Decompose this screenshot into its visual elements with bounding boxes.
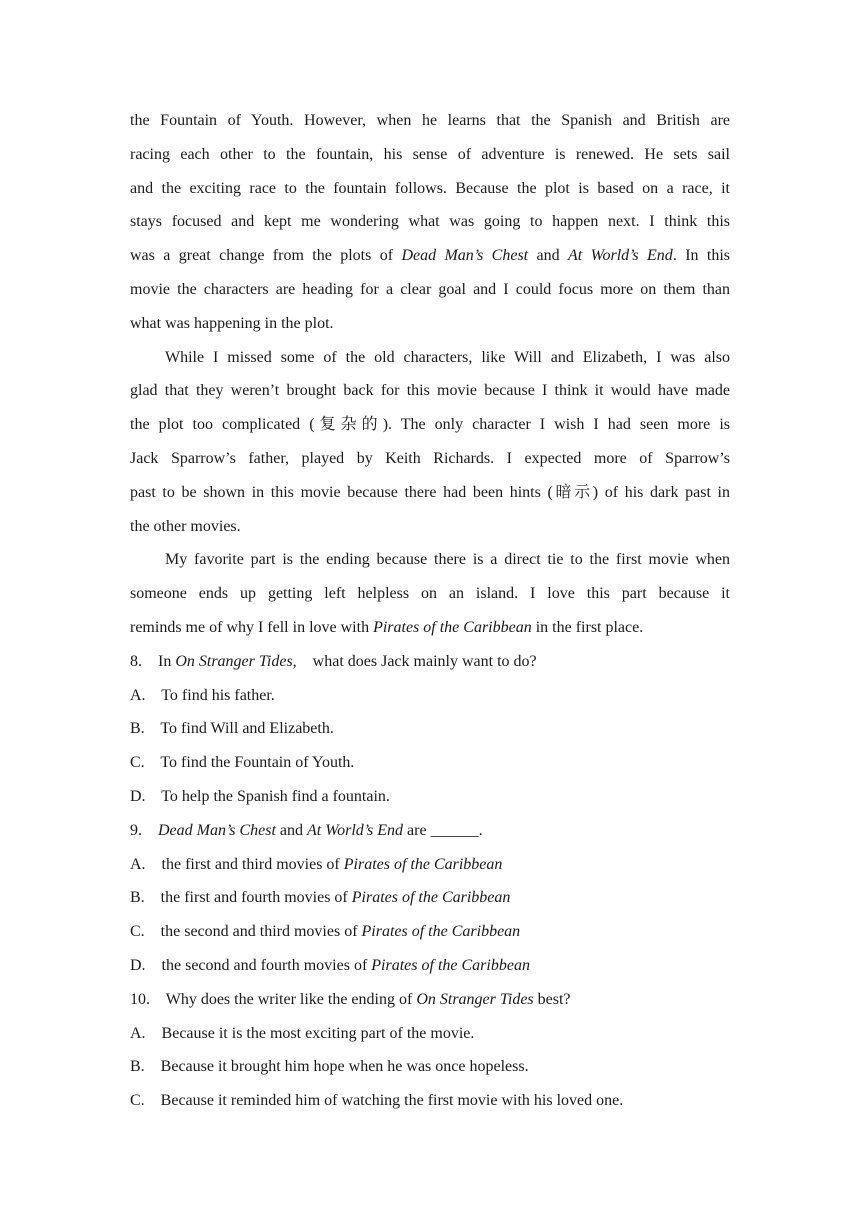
passage-line: someone ends up getting left helpless on an island. I love this part because it [130, 585, 730, 603]
passage-line: and the exciting race to the fountain follows. Because the plot is based on a race, it [130, 179, 730, 197]
passage-line: My favorite part is the ending because there is a direct tie to the first movie when [165, 551, 730, 569]
question-9-option-d [130, 949, 730, 983]
movie-title: Dead Man’s Chest [158, 821, 276, 839]
question-10-option-b: B. Because it brought him hope when he was once hopeless. [130, 1058, 529, 1076]
question-8-option-a: A. To find his father. [130, 686, 275, 704]
movie-title: Pirates of the Caribbean [373, 618, 532, 636]
movie-title: Pirates of the Caribbean [343, 855, 503, 873]
question-8-option-b: B. To find Will and Elizabeth. [130, 720, 334, 738]
text: 8. In [130, 652, 176, 670]
question-9-stem [130, 814, 730, 848]
text: B. the first and fourth movies of [130, 889, 352, 907]
passage-line: the plot too complicated (复杂的). The only character I wish I had seen more is [130, 416, 730, 434]
movie-title: Pirates of the Caribbean [361, 923, 521, 941]
document-page [130, 104, 730, 1118]
movie-title: Pirates of the Caribbean [371, 956, 530, 974]
text: C. the second and third movies of [130, 923, 362, 941]
passage-line: racing each other to the fountain, his sense of adventure is renewed. He sets sail [130, 145, 730, 163]
movie-title: Pirates of the Caribbean [351, 889, 511, 907]
movie-title: On Stranger Tides [416, 990, 534, 1008]
question-10-option-a: A. Because it is the most exciting part of the movie. [130, 1024, 475, 1042]
passage-line: movie the characters are heading for a clear goal and I could focus more on them than [130, 280, 730, 298]
text: and [275, 821, 308, 839]
text: A. the first and third movies of [130, 855, 344, 873]
text: 9. [130, 821, 158, 839]
question-9-option-a [130, 848, 730, 882]
passage-line: the other movies. [130, 517, 241, 535]
text: in the first place. [531, 618, 644, 636]
text: are ______. [403, 821, 483, 839]
passage-line: stays focused and kept me wondering what was going to happen next. I think this [130, 213, 730, 231]
text: best? [533, 990, 571, 1008]
question-8-stem [130, 645, 730, 679]
passage-line: past to be shown in this movie because there had been hints (暗示) of his dark past in [130, 483, 730, 501]
question-10-stem [130, 983, 730, 1017]
question-8-option-d: D. To help the Spanish find a fountain. [130, 787, 390, 805]
text: and [528, 247, 569, 265]
question-10-option-c: C. Because it reminded him of watching the first movie with his loved one. [130, 1092, 624, 1110]
text: reminds me of why I fell in love with [130, 618, 374, 636]
movie-title: Dead Man’s Chest [401, 247, 529, 265]
question-8-option-c: C. To find the Fountain of Youth. [130, 754, 355, 772]
text: was a great change from the plots of [130, 247, 402, 265]
text: , what does Jack mainly want to do? [292, 652, 537, 670]
passage-line: what was happening in the plot. [130, 314, 334, 332]
passage-line: Jack Sparrow’s father, played by Keith Richards. I expected more of Sparrow’s [130, 449, 730, 467]
passage-line: glad that they weren’t brought back for this movie because I think it would have made [130, 382, 730, 400]
movie-title: At World’s End [307, 821, 404, 839]
passage-line: While I missed some of the old characters, like Will and Elizabeth, I was also [165, 348, 730, 366]
movie-title: At World’s End [568, 247, 673, 265]
text: D. the second and fourth movies of [130, 956, 372, 974]
passage-line [130, 239, 730, 273]
movie-title: On Stranger Tides [175, 652, 293, 670]
text: 10. Why does the writer like the ending of [130, 990, 417, 1008]
question-9-option-b [130, 881, 730, 915]
question-9-option-c [130, 915, 730, 949]
text: . In this [672, 247, 731, 265]
passage-line [130, 611, 730, 645]
passage-line: the Fountain of Youth. However, when he learns that the Spanish and British are [130, 112, 730, 129]
